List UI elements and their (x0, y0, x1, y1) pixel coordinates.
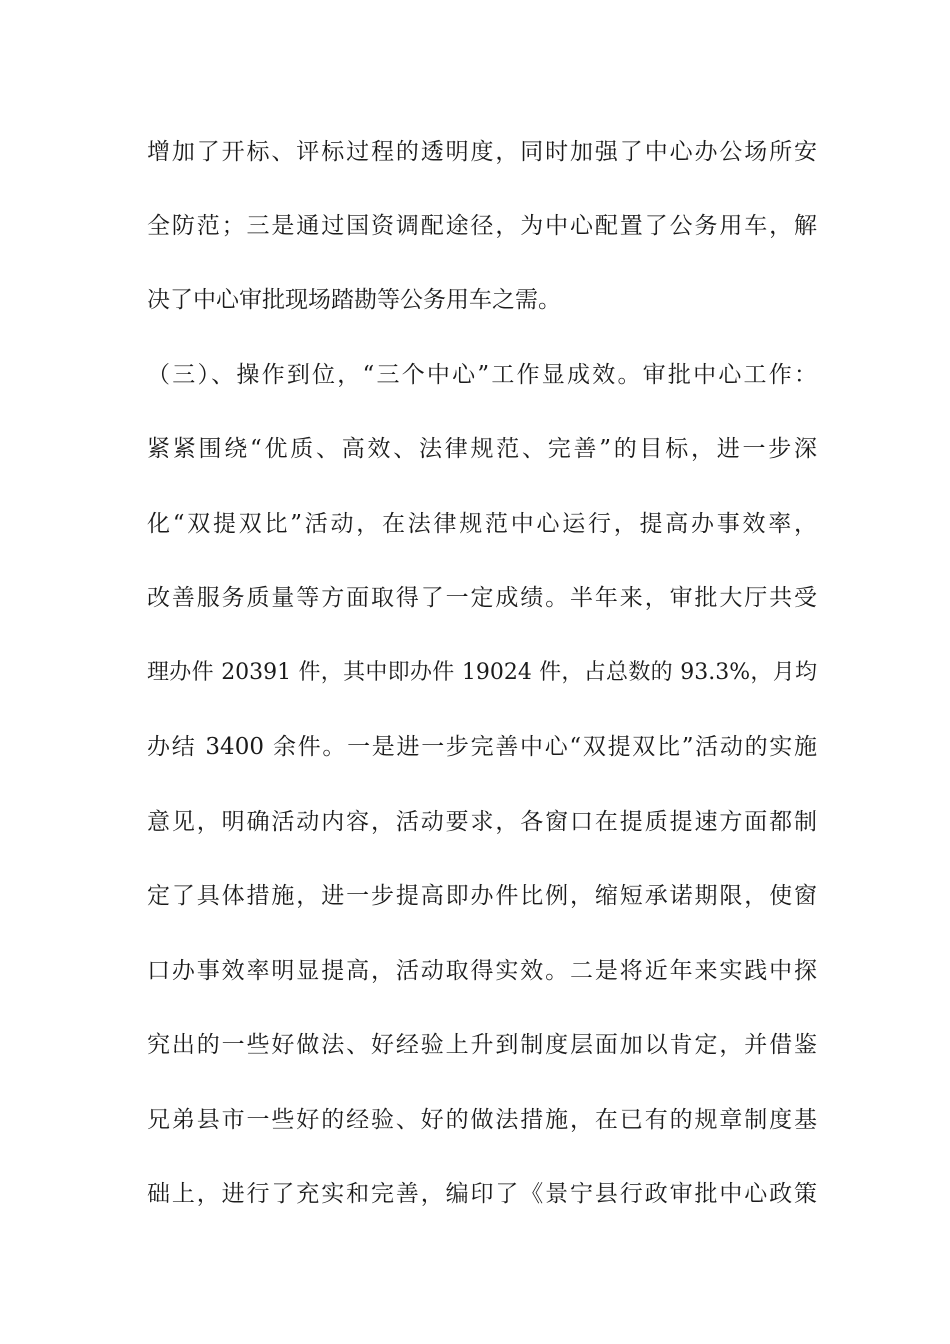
body-text-line: 兄弟县市一些好的经验、好的做法措施，在已有的规章制度基 (147, 1107, 817, 1133)
body-text-line: 究出的一些好做法、好经验上升到制度层面加以肯定，并借鉴 (147, 1032, 817, 1058)
body-text-line: 定了具体措施，进一步提高即办件比例，缩短承诺期限，使窗 (147, 883, 817, 909)
body-text-line: 全防范；三是通过国资调配途径，为中心配置了公务用车，解 (147, 213, 817, 239)
body-text-line: 化“双提双比”活动，在法律规范中心运行，提高办事效率， (147, 511, 817, 537)
body-text-line: 增加了开标、评标过程的透明度，同时加强了中心办公场所安 (147, 139, 817, 165)
body-text-line: 础上，进行了充实和完善，编印了《景宁县行政审批中心政策 (147, 1181, 817, 1207)
body-text-line: 意见，明确活动内容，活动要求，各窗口在提质提速方面都制 (147, 809, 817, 835)
body-text-line: 改善服务质量等方面取得了一定成绩。半年来，审批大厅共受 (147, 585, 817, 611)
body-text-line: 办结 3400 余件。一是进一步完善中心“双提双比”活动的实施 (147, 734, 817, 760)
body-text-line: 理办件 20391 件，其中即办件 19024 件，占总数的 93.3%，月均 (147, 660, 817, 685)
body-text-line: 口办事效率明显提高，活动取得实效。二是将近年来实践中探 (147, 958, 817, 984)
body-text-line: 紧紧围绕“优质、高效、法律规范、完善”的目标，进一步深 (147, 436, 817, 462)
body-text-line: 决了中心审批现场踏勘等公务用车之需。 (147, 287, 561, 313)
section-heading-line: （三）、操作到位，“三个中心”工作显成效。审批中心工作： (147, 362, 817, 388)
